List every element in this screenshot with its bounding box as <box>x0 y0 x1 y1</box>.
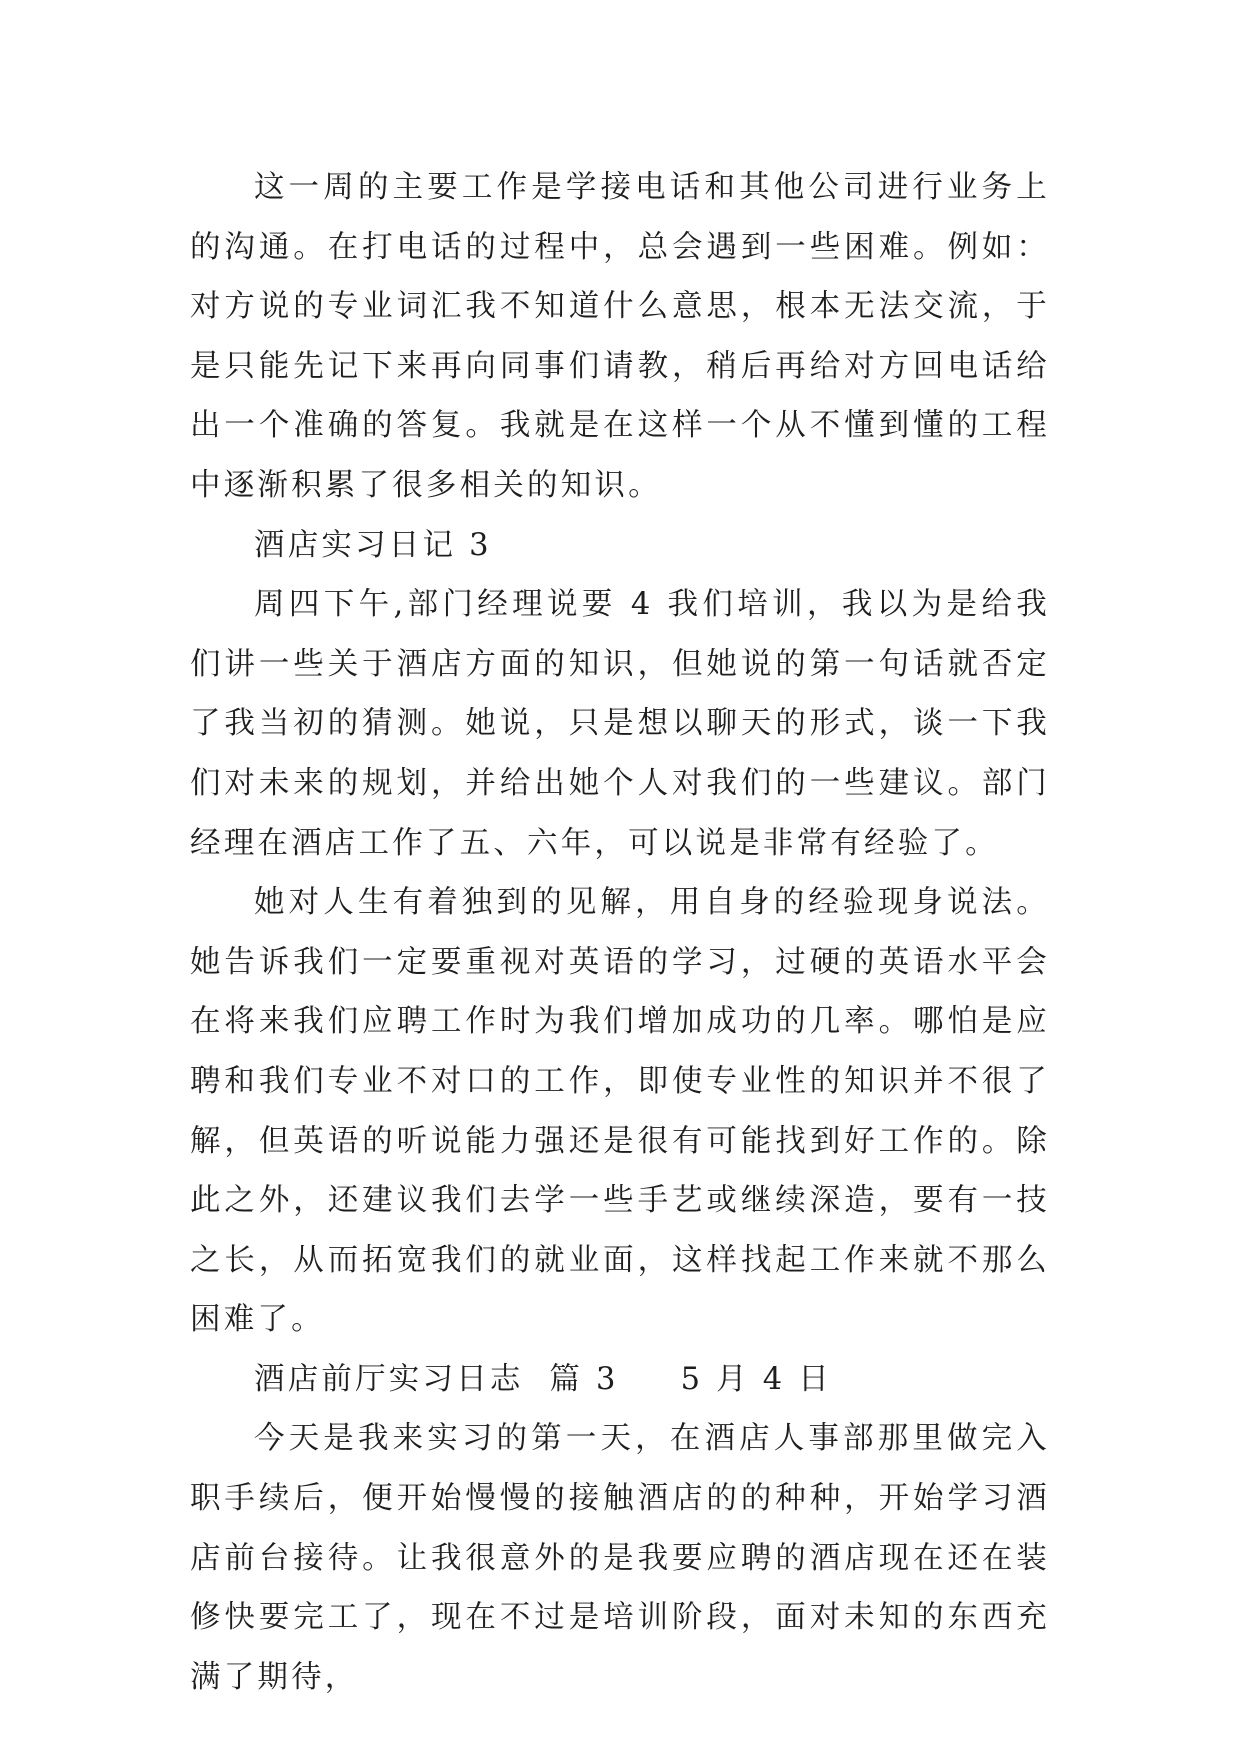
paragraph-manager-advice: 她对人生有着独到的见解，用自身的经验现身说法。她告诉我们一定要重视对英语的学习，过硬的英语水平会在将来我们应聘工作时为我们增加成功的几率。哪怕是应聘和我们专业不对口的工作，即使专业性的知识并不很了解，但英语的听说能力强还是很有可能找到好工作的。除此之外，还建议我们去学一些手艺或继续深造，要有一技之长，从而拓宽我们的就业面，这样找起工作来就不那么困难了。 <box>190 885 1050 1338</box>
document-body <box>190 158 1050 1707</box>
heading-front-desk-date: 5 月 4 日 <box>680 1361 832 1397</box>
paragraph-manager-training: 周四下午,部门经理说要 4 我们培训，我以为是给我们讲一些关于酒店方面的知识，但她说的第一句话就否定了我当初的猜测。她说，只是想以聊天的形式，谈一下我们对未来的规划，并给出她个人对我们的一些建议。部门经理在酒店工作了五、六年，可以说是非常有经验了。 <box>190 587 1050 861</box>
heading-front-desk-title: 酒店前厅实习日志 篇 3 <box>254 1361 619 1397</box>
heading-diary-3: 酒店实习日记 3 <box>254 527 492 563</box>
heading-front-desk-log <box>190 1350 1050 1410</box>
paragraph-first-day: 今天是我来实习的第一天，在酒店人事部那里做完入职手续后，便开始慢慢的接触酒店的的种种，开始学习酒店前台接待。让我很意外的是我要应聘的酒店现在还在装修快要完工了，现在不过是培训阶段，面对未知的东西充满了期待， <box>190 1421 1050 1695</box>
paragraph-phone-work: 这一周的主要工作是学接电话和其他公司进行业务上的沟通。在打电话的过程中，总会遇到一些困难。例如：对方说的专业词汇我不知道什么意思，根本无法交流，于是只能先记下来再向同事们请教，稍后再给对方回电话给出一个准确的答复。我就是在这样一个从不懂到懂的工程中逐渐积累了很多相关的知识。 <box>190 170 1050 503</box>
